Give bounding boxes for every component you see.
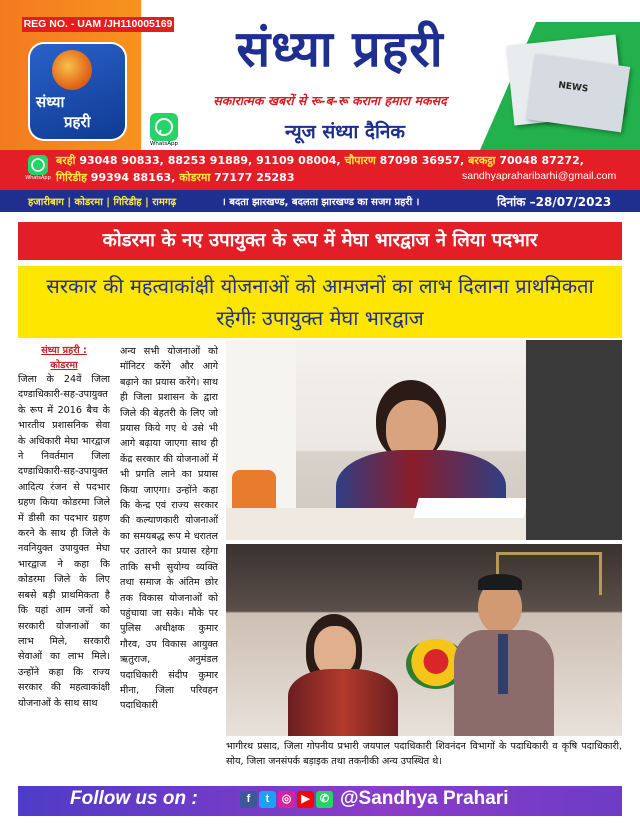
photo-bouquet-welcome [226, 544, 622, 736]
article-column-2: अन्य सभी योजनाओं को मॉनिटर करेंगे और आगे बढ़ाने का प्रयास करेंगे। साथ ही जिला प्रशासन के द्वारा जिले की बेहतरी के लिए जो प्रयास किये गए थे उसे भी आगे बढ़ाया जाएगा साथ ही केंद्र सरकार की योजनाओं में भी प्रगति लाने का प्रयास किया जाएगा। उन्होंने कहा कि केन्द्र एवं राज्य सरकार की कल्याणकारी योजनाओं का समयबद्ध रूप मे धरातल पर उतारने का प्रयास रहेगा ताकि सभी सुयोग्य व्यक्ति तथा समाज के अंतिम छोर तक विकास योजनाओं को पहुंचाया जा सके। मौके पर पुलिस अधीक्षक कुमार गौरव, उप विकास आयुक्त ऋतुराज, अनुमंडल पदाधिकारी संदीप कुमार मीना, जिला परिवहन पदाधिकारी [120, 346, 218, 712]
follow-us-label: Follow us on : [70, 788, 198, 809]
photo-dark-panel [526, 340, 622, 540]
whatsapp-label: WhatsApp [149, 141, 179, 147]
place-label: बरही [56, 154, 76, 167]
newspaper-tagline: सकारात्मक खबरों से रू-ब-रू कराना हमारा मकसद [213, 93, 447, 108]
newspaper-title: संध्या प्रहरी [236, 19, 444, 78]
dateline: कोडरमा [50, 360, 78, 371]
twitter-icon[interactable]: t [259, 791, 276, 808]
phone-numbers: 99394 88163, [86, 171, 180, 184]
phone-numbers: 87098 36957, [375, 154, 469, 167]
districts-list: हजारीबाग | कोडरमा | गिरिडीह | रामगढ़ [28, 197, 177, 208]
globe-icon [52, 50, 92, 90]
whatsapp-icon-small [28, 155, 48, 175]
whatsapp-social-icon[interactable]: ✆ [316, 791, 333, 808]
place-label: गिरिडीह [56, 171, 87, 184]
edition-date: दिनांक –28/07/2023 [497, 195, 612, 209]
photo-hair-man [478, 574, 522, 590]
contact-line-1 [56, 153, 636, 168]
newspaper-subtitle: न्यूज संध्या दैनिक [284, 121, 406, 143]
article-column-1: जिला के 24वें जिला दण्डाधिकारी-सह-उपायुक्त के रूप में 2016 बैच के भारतीय प्रशासनिक सेवा के अधिकारी मेघा भारद्वाज ने निवर्तमान जिला दण्डाधिकारी-सह-उपायुक्त आदित्य रंजन से पदभार ग्रहण किया कोडरमा जिले में डीसी का पदभार ग्रहण करने के साथ ही जिले के नवनियुक्त उपायुक्त मेघा भारद्वाज ने कहा कि कोडरमा जिले के लिए सबसे बड़ी प्राथमिकता है कि यहां आम जनों को सरकारी योजनाओं का लाभ मिले, सरकारी सेवाओं का लाभ मिले। उन्होंने कहा कि राज्य सरकार की महत्वाकांक्षी योजनाओं के साथ साथ [18, 374, 110, 709]
registration-number: REG NO. - UAM /JH110005169 [23, 18, 173, 30]
instagram-icon[interactable]: ◎ [278, 791, 295, 808]
contact-email[interactable]: sandhyapraharibarhi@gmail.com [462, 170, 617, 182]
byline: संध्या प्रहरी : [41, 345, 87, 356]
motto: । बदता झारखण्ड, बदलता झारखण्ड का सजग प्रहरी । [222, 197, 420, 208]
main-headline: कोडरमा के नए उपायुक्त के रूप में मेघा भारद्वाज ने लिया पदभार [102, 230, 538, 251]
photo-tie [498, 634, 508, 694]
phone-numbers: 70048 87272, [495, 154, 584, 167]
photo-document [413, 498, 528, 518]
place-label: चौपारण [344, 154, 376, 167]
facebook-icon[interactable]: f [240, 791, 257, 808]
sub-headline: सरकार की महत्वाकांक्षी योजनाओं को आमजनों का लाभ दिलाना प्राथमिकता रहेगीः उपायुक्त मेघा भारद्वाज [46, 274, 594, 330]
place-label: बरकट्ठा [468, 154, 496, 167]
phone-numbers: 77177 25283 [210, 171, 295, 184]
photo-officer-signing [226, 340, 622, 540]
whatsapp-small-label: WhatsApp [25, 175, 51, 181]
phone-numbers: 93048 90833, 88253 91889, 91109 08004, [75, 154, 345, 167]
logo-text-line1: संध्या [36, 93, 65, 111]
contact-line-2 [56, 170, 386, 185]
photo-caption-text: भागीरथ प्रसाद, जिला गोपनीय प्रभारी जयपाल पदाधिकारी शिवनंदन विभागों के पदाधिकारी व कृषि पदाधिकारी, सोय, जिला जनसंपर्क बड़ाइक तथा तकनीकी अन्य उपस्थित थे। [226, 741, 622, 768]
youtube-icon[interactable]: ▶ [297, 791, 314, 808]
logo-text-line2: प्रहरी [64, 113, 91, 131]
place-label: कोडरमा [179, 171, 211, 184]
photo-saree-woman [288, 669, 398, 736]
newspaper-image-label: NEWS [557, 80, 589, 95]
social-handle[interactable]: @Sandhya Prahari [340, 788, 509, 809]
whatsapp-icon [150, 113, 178, 141]
